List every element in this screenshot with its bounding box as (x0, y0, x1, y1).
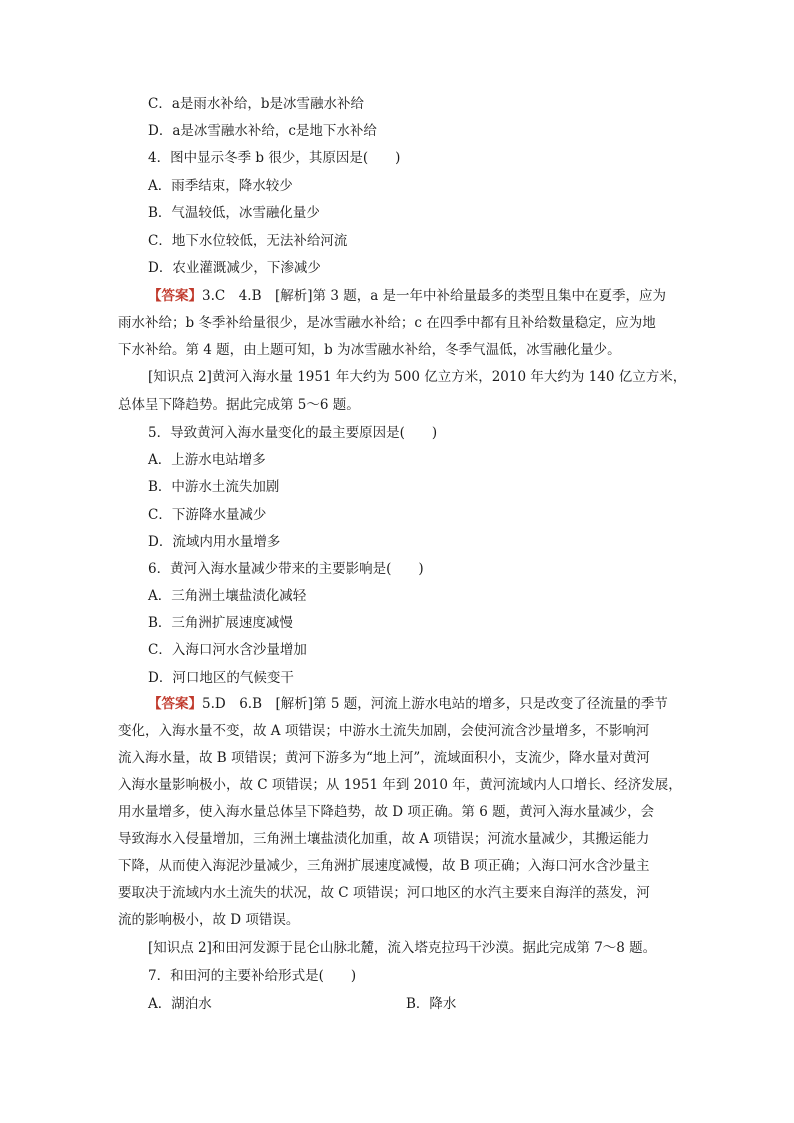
answer-5-6-line2: 变化，入海水量不变，故 A 项错误；中游水土流失加剧，会使河流含沙量增多，不影响河 (118, 723, 650, 739)
q5-stem: 5．导致黄河入海水量变化的最主要原因是( ) (148, 425, 438, 441)
q7-options-row (148, 994, 648, 1014)
answer-3-4-line2: 雨水补给；b 冬季补给量很少，是冰雪融水补给；c 在四季中都有且补给数量稳定，应为地 (118, 315, 656, 331)
knowledge-point-5-6-line1: [知识点 2]黄河入海水量 1951 年大约为 500 亿立方米，2010 年大约为 140 亿立方米， (148, 369, 687, 385)
answer-5-6-line1 (148, 694, 668, 714)
q6-option-c: C．入海口河水含沙量增加 (148, 642, 307, 658)
q7-stem: 7．和田河的主要补给形式是( ) (148, 968, 357, 984)
answer-5-6-line3: 流入海水量，故 B 项错误；黄河下游多为“地上河”，流域面积小，支流少，降水量对黄河 (118, 750, 650, 766)
answer-5-6-line5: 用水量增多，使入海水量总体呈下降趋势，故 D 项正确。第 6 题，黄河入海水量减少，会 (118, 804, 655, 820)
q3-option-c: C．a是雨水补给，b是冰雪融水补给 (148, 96, 365, 112)
answer-5-6-line4: 入海水量影响极小，故 C 项错误；从 1951 年到 2010 年，黄河流域内人口增长、经济发展， (118, 777, 682, 793)
q3-option-d: D．a是冰雪融水补给，c是地下水补给 (148, 123, 377, 139)
answer-5-6-text: 5.D 6.B [解析]第 5 题，河流上游水电站的增多，只是改变了径流量的季节 (202, 696, 668, 712)
answer-3-4-line3: 下水补给。第 4 题，由上题可知，b 为冰雪融水补给，冬季气温低，冰雪融化量少。 (118, 342, 621, 358)
answer-tag: 【答案】 (148, 696, 202, 712)
q5-option-d: D．流域内用水量增多 (148, 534, 281, 550)
q7-option-a: A．湖泊水 (148, 996, 212, 1012)
answer-tag: 【答案】 (148, 288, 202, 304)
q4-option-a: A．雨季结束，降水较少 (148, 178, 293, 194)
q6-option-b: B．三角洲扩展速度减慢 (148, 615, 293, 631)
q5-option-c: C．下游降水量减少 (148, 507, 267, 523)
q6-option-a: A．三角洲土壤盐渍化减轻 (148, 588, 307, 604)
q6-stem: 6．黄河入海水量减少带来的主要影响是( ) (148, 561, 424, 577)
answer-5-6-line8: 要取决于流域内水土流失的状况，故 C 项错误；河口地区的水汽主要来自海洋的蒸发，河 (118, 885, 650, 901)
q5-option-a: A．上游水电站增多 (148, 452, 266, 468)
q4-option-b: B．气温较低，冰雪融化量少 (148, 205, 320, 221)
q6-option-d: D．河口地区的气候变干 (148, 670, 294, 686)
q4-option-c: C．地下水位较低，无法补给河流 (148, 233, 348, 249)
answer-3-4-text: 3.C 4.B [解析]第 3 题，a 是一年中补给量最多的类型且集中在夏季，应为 (202, 288, 667, 304)
q4-stem: 4．图中显示冬季 b 很少，其原因是( ) (148, 150, 401, 166)
answer-3-4-line1 (148, 286, 666, 306)
q5-option-b: B．中游水土流失加剧 (148, 479, 280, 495)
answer-5-6-line7: 下降，从而使入海泥沙量减少，三角洲扩展速度减慢，故 B 项正确；入海口河水含沙量主 (118, 858, 650, 874)
answer-5-6-line6: 导致海水入侵量增加，三角洲土壤盐渍化加重，故 A 项错误；河流水量减少，其搬运能力 (118, 831, 650, 847)
knowledge-point-7-8: [知识点 2]和田河发源于昆仑山脉北麓，流入塔克拉玛干沙漠。据此完成第 7～8 题。 (148, 940, 657, 956)
q7-option-b: B．降水 (406, 996, 457, 1012)
answer-5-6-line9: 流的影响极小，故 D 项错误。 (118, 912, 300, 928)
q4-option-d: D．农业灌溉减少，下渗减少 (148, 260, 321, 276)
knowledge-point-5-6-line2: 总体呈下降趋势。据此完成第 5～6 题。 (118, 397, 360, 413)
